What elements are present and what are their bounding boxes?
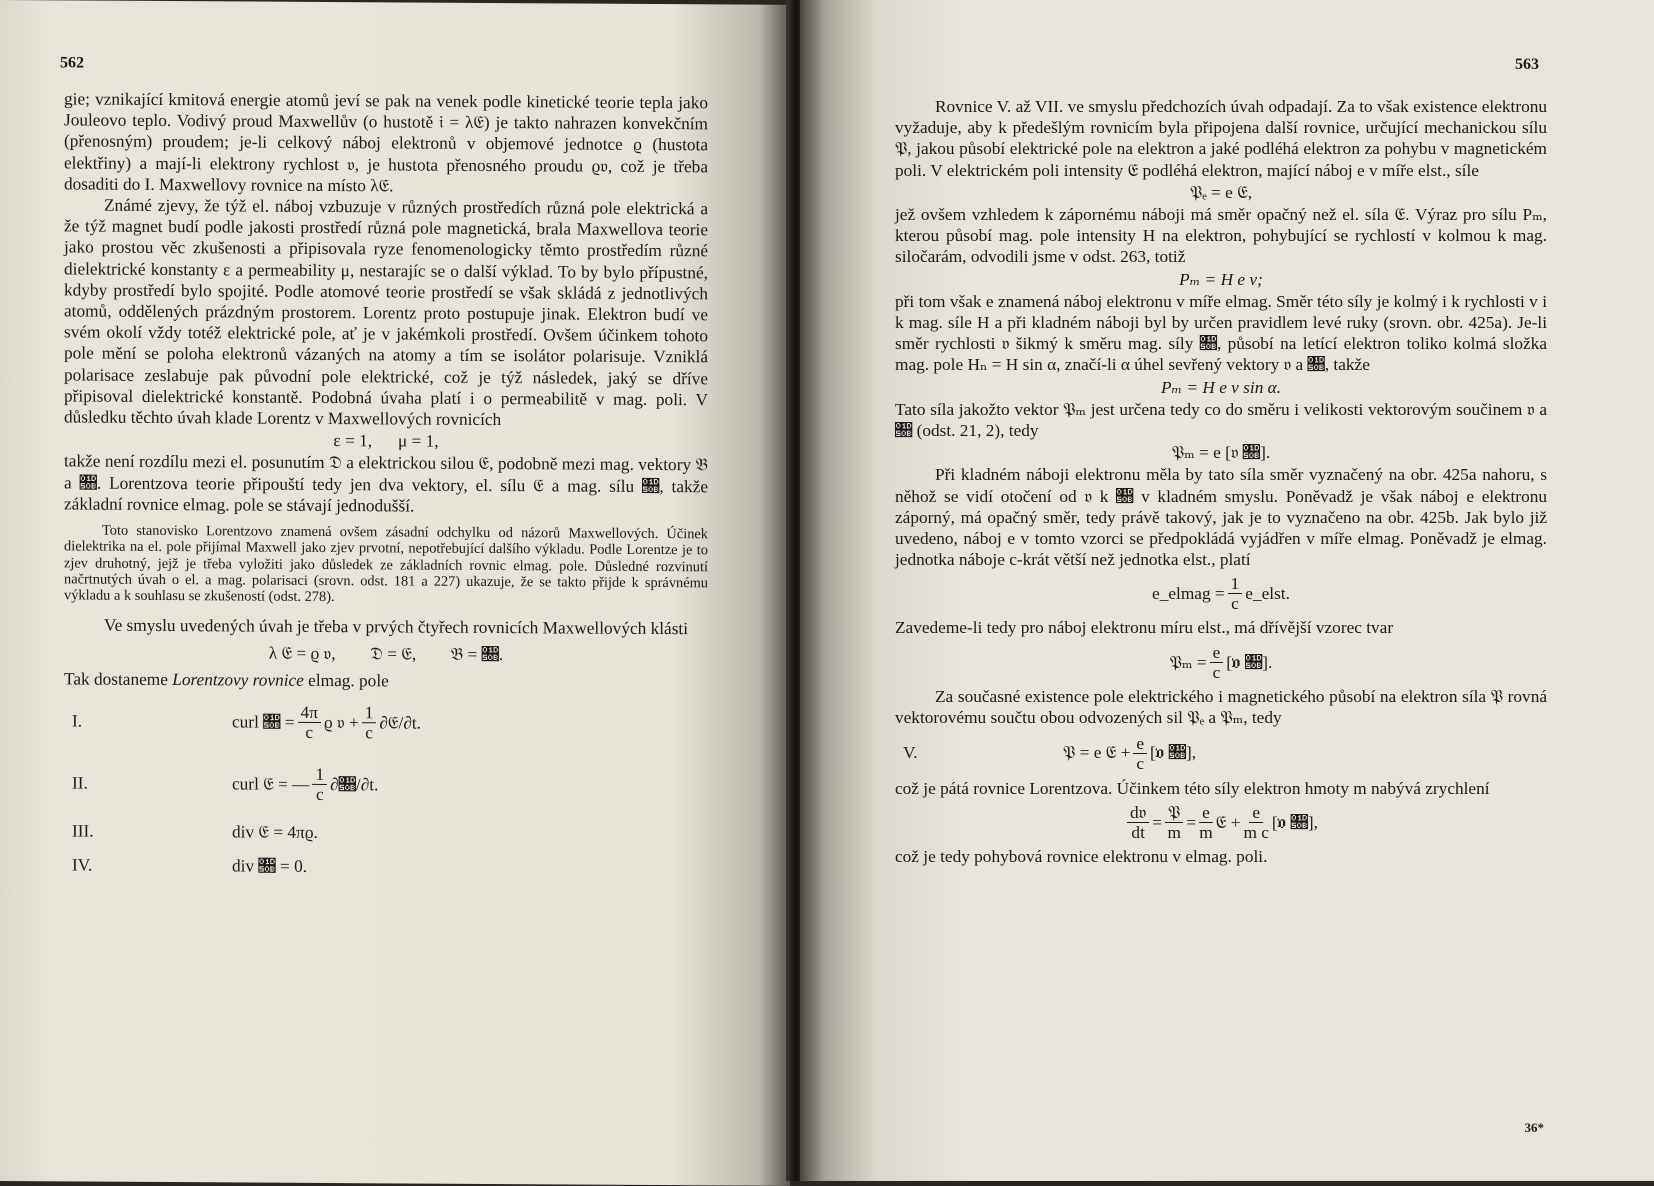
fraction: $\frac{e}{c}$	[1133, 734, 1147, 773]
paragraph: gie; vznikající kmitová energie atomů jeví se pak na venek podle kinetické teorie tepla jako Jouleovo teplo. Vodivý proud Maxwellův (o hustotě 𝔦 = λ𝔈) je takto nahrazen konvekčním (přenosným) proudem; je-li celkový náboj elektronů v objemové jednotce ϱ (hustota elektřiny) a mají-li elektrony rychlost 𝔳, je hustota přenosného proudu ϱ𝔳, což je třeba dosaditi do I. Maxwellovy rovnice na místo λ𝔈.	[64, 89, 708, 196]
equation-IV: IV. div 𝔋 = 0.	[64, 848, 708, 886]
equation-number: IV.	[72, 854, 93, 875]
equation-pm1: Pₘ = H e v;	[1179, 269, 1263, 289]
paragraph: Rovnice V. až VII. ve smyslu předchozích úvah odpadají. Za to však existence elektronu vyžaduje, aby k předešlým rovnicím byla připojena další rovnice, určující mechanickou sílu 𝔓, jakou působí elektrické pole na elektron a jaké podléhá elektron za pohybu v magnetickém poli. V elektrickém poli intensity 𝔈 podléhá elektron, mající náboj e v míře elst., síle	[895, 97, 1547, 180]
fraction: $\frac{1}{c}$	[312, 765, 327, 804]
paragraph: při tom však e znamená náboj elektronu v míře elmag. Směr této síly je kolmý i k rychlosti v i k mag. síle H a při kladném náboji byl by určen pravidlem levé ruky (srovn. obr. 425a). Je-li směr rychlosti 𝔳 šikmý k směru mag. síly 𝔋, působí na letící elektron toliko kolmá složka mag. pole Hₙ = H sin α, značí-li α úhel sevřený vektory 𝔳 a 𝔋, takže	[895, 291, 1547, 375]
paragraph: takže není rozdílu mezi el. posunutím 𝔇 a elektrickou silou 𝔈, podobně mezi mag. vektory 𝔅 a 𝔋. Lorentzova teorie připouští tedy jen dva vektory, el. sílu 𝔈 a mag. sílu 𝔋, takže základní rovnice elmag. pole se stávají jednodušší.	[64, 451, 708, 516]
small-note-text: Toto stanovisko Lorentzovo znamená ovšem zásadní odchylku od názorů Maxwellových. Účinek dielektrika na el. pole přijímal Maxwell jako zjev prvotní, nepotřebující dalšího výkladu. Podle Lorentze je to zjev druhotný, jejž je třeba vyložiti jako důsledek ze základních rovnic elmag. pole. Důsledné rozvinutí načrtnutých úvah o el. a mag. polarisaci (srovn. odst. 181 a 227) ukazuje, že se takto přijde k správnému výkladu a k souhlasu se zkušeností (odst. 278).	[64, 522, 708, 606]
fraction: $\frac{e}{m}$	[1199, 803, 1213, 843]
equation-number: I.	[72, 710, 83, 731]
fraction: $\frac{\text{d𝔳}}{dt}$	[1127, 803, 1149, 842]
fraction: $\frac{1}{c}$	[1228, 574, 1243, 613]
fraction: $\frac{\text{𝔓}}{m}$	[1165, 803, 1183, 842]
equation-number: III.	[72, 820, 94, 841]
equation-acceleration: $\frac{\text{d𝔳}}{dt}$ = $\frac{\text{𝔓}}{m}$ = $\frac{e}{m}$ 𝔈 + $\frac{e}{\text{m c}}$ [𝔳 𝔋],	[895, 803, 1547, 842]
equation-I: I. curl 𝔋 = $\frac{4\pi}{c}$ ϱ 𝔳 + $\frac{1}{c}$ ∂𝔈/∂t.	[64, 696, 708, 750]
paragraph: což je tedy pohybová rovnice elektronu v elmag. poli.	[895, 847, 1268, 867]
paragraph: Ve smyslu uvedených úvah je třeba v prvých čtyřech rovnicích Maxwellových klásti	[104, 615, 689, 638]
page-number-left: 562	[60, 54, 84, 72]
fraction: $\frac{1}{c}$	[362, 703, 377, 742]
equation-II: II. curl 𝔈 = — $\frac{1}{c}$ ∂𝔋/∂t.	[64, 758, 708, 812]
equation-pm4: 𝔓ₘ = $\frac{e}{c}$ [𝔳 𝔋].	[1169, 642, 1273, 682]
paragraph: což je pátá rovnice Lorentzova. Účinkem této síly elektron hmoty m nabývá zrychlení	[895, 779, 1490, 799]
emphasis: Lorentzovy rovnice	[172, 670, 304, 690]
fraction: $\frac{e}{\text{m c}}$	[1243, 803, 1269, 843]
equation-III: III. div 𝔈 = 4πϱ.	[64, 814, 708, 852]
paragraph: Zavedeme-li tedy pro náboj elektronu míru elst., má dřívější vzorec tvar	[895, 618, 1394, 638]
paragraph: jež ovšem vzhledem k zápornému náboji má směr opačný než el. síla 𝔈. Výraz pro sílu Pₘ, kterou působí mag. pole intensity H na elektron, pohybující se rychlostí v kolmou k mag. siločarám, odvodili jsme v odst. 263, totiž	[895, 205, 1547, 267]
equation-number: V.	[903, 743, 918, 763]
left-page	[0, 0, 790, 1186]
paragraph: Při kladném náboji elektronu měla by tato síla směr vyznačený na obr. 425a nahoru, s něhož se vidí otočení od 𝔳 k 𝔋 v kladném smyslu. Poněvadž je však náboj e elektronu záporný, má opačný směr, tedy právě takový, jak je to vyznačeno na obr. 425b. Jak bylo již uvedeno, náboj e v tomto vzorci se předpokládá vyjádřen v míře elmag. Poněvadž je elmag. jednotka náboje c-krát větší než jednotka elst., platí	[895, 465, 1547, 570]
page-number-right: 563	[1515, 56, 1539, 73]
paragraph: Tato síla jakožto vektor 𝔓ₘ jest určena tedy co do směru i velikosti vektorovým součinem 𝔳 a 𝔋 (odst. 21, 2), tedy	[895, 399, 1547, 441]
fraction: $\frac{e}{c}$	[1210, 643, 1224, 682]
equation-units: e_elmag = $\frac{1}{c}$ e_elst.	[1152, 574, 1290, 614]
equation-substitution: λ 𝔈 = ϱ 𝔳, 𝔇 = 𝔈, 𝔅 = 𝔋.	[268, 643, 504, 664]
equation-pm2: Pₘ = H e v sin α.	[1160, 377, 1282, 397]
equation-number: II.	[72, 772, 88, 793]
small-print-note	[64, 522, 708, 607]
paragraph: Za současné existence pole elektrického i magnetického působí na elektron síla 𝔓 rovná vektorovému součtu obou odvozených sil 𝔓ₑ a 𝔓ₘ, tedy	[895, 686, 1547, 727]
equation-eps-mu: ε = 1, μ = 1,	[333, 431, 439, 451]
equation-pm3: 𝔓ₘ = e [𝔳 𝔋].	[1171, 443, 1271, 463]
equation-pe: 𝔓ₑ = e 𝔈,	[1189, 182, 1253, 202]
left-text-column	[64, 88, 708, 885]
paragraph: Tak dostaneme Lorentzovy rovnice elmag. pole	[64, 669, 389, 691]
paragraph: Známé zjevy, že týž el. náboj vzbuzuje v různých prostředích různá pole elektrická a že týž magnet budí podle jakosti prostředí různá pole magnetická, brala Maxwellova teorie jako prostou věc zkušenosti a připisovala ryze fenomenologicky těmto prostředím různé dielektrické konstanty ε a permeability μ, nestarajíc se o další výklad. To by bylo přípustné, kdyby prostředí bylo spojité. Podle atomové teorie prostředí se však skládá z jednotlivých atomů, oddělených prázdným prostorem. Lorentz proto postupuje jinak. Elektron budí ve svém okolí vždy totéž elektrické pole, ať je v jakémkoli prostředí. Ovšem účinkem tohoto pole mění se poloha elektronů vázaných na atomy a tím se isolátor polarisuje. Vzniklá polarisace zeslabuje pak původní pole elektrické, což je týž následek, jaký se dříve připisoval dielektrické konstantě. Podobná úvaha platí i o permeabilitě v mag. poli. V důsledku těchto úvah klade Lorentz v Maxwellových rovnicích	[64, 195, 708, 430]
signature-mark: 36*	[1524, 1120, 1544, 1135]
right-text-column	[895, 96, 1547, 867]
right-page	[800, 0, 1654, 1181]
equation-V: V. 𝔓 = e 𝔈 + $\frac{e}{c}$ [𝔳 𝔋],	[895, 728, 1547, 778]
fraction: $\frac{4\pi}{c}$	[298, 702, 321, 741]
